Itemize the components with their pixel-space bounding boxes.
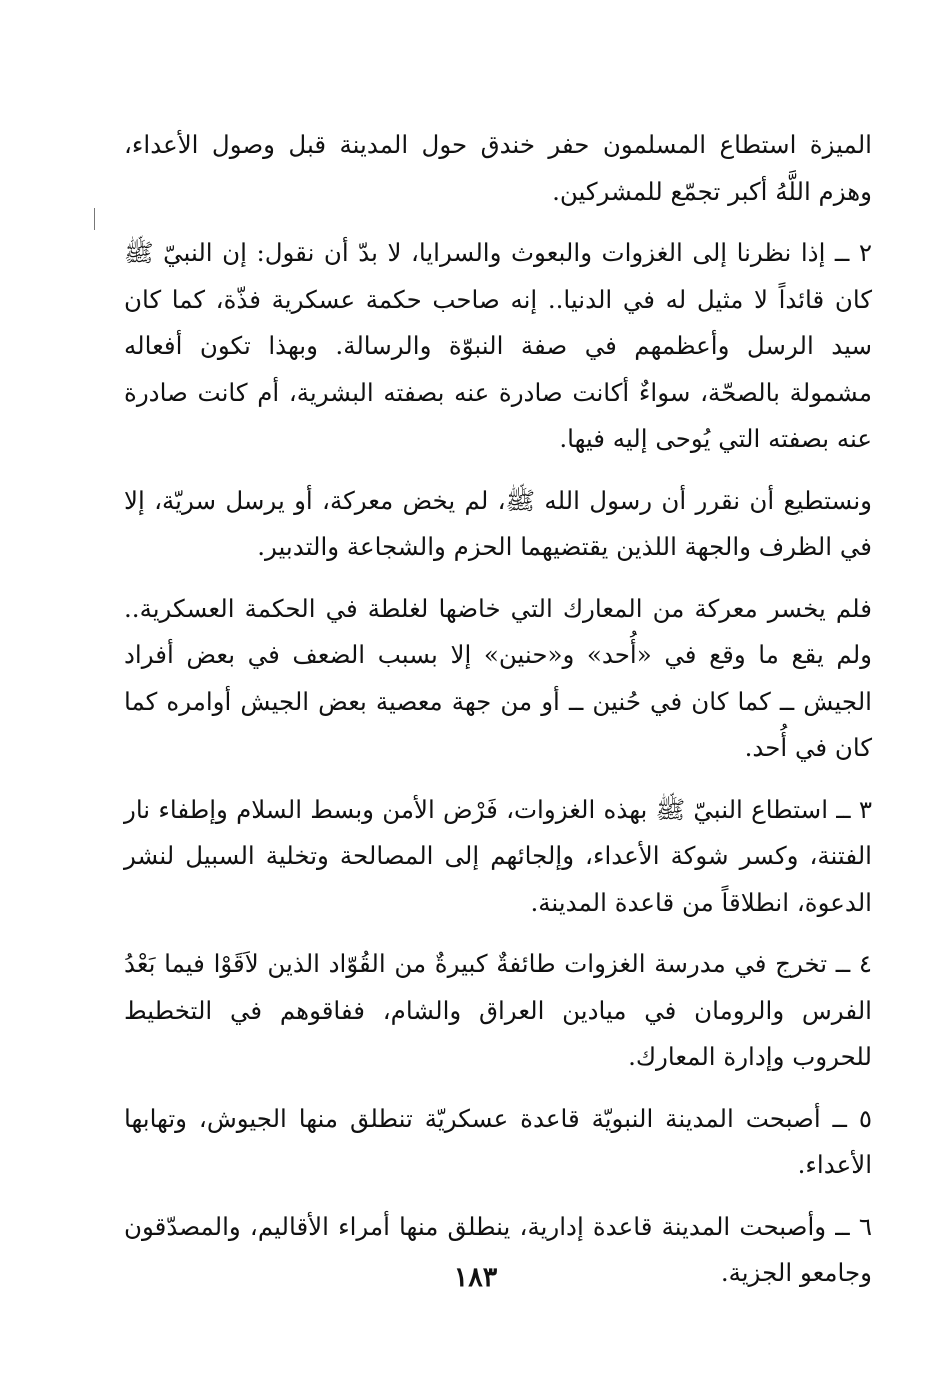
paragraph-point-3: ٣ ــ استطاع النبيّ ﷺ بهذه الغزوات، فَرْض الأمن وبسط السلام وإطفاء نار الفتنة، وكسر شوكة الأعداء، وإلجائهم إلى المصالحة وتخلية السبيل لنشر الدعوة، انطلاقاً من قاعدة المدينة. — [124, 794, 872, 917]
paragraph-no-lost-battle: فلم يخسر معركة من المعارك التي خاضها لغلطة في الحكمة العسكرية.. ولم يقع ما وقع في «أُحد» و«حنين» إلا بسبب الضعف في بعض أفراد الجيش ــ كما كان في حُنين ــ أو من جهة معصية بعض الجيش أوامره كما كان في أُحد. — [124, 593, 872, 762]
paragraph-point-5: ٥ ــ أصبحت المدينة النبويّة قاعدة عسكريّة تنطلق منها الجيوش، وتهابها الأعداء. — [124, 1103, 872, 1179]
paragraph-trench-continuation: الميزة استطاع المسلمون حفر خندق حول المدينة قبل وصول الأعداء، وهزم اللَّهُ أكبر تجمّع للمشركين. — [124, 130, 872, 206]
paragraph-decisions: ونستطيع أن نقرر أن رسول الله ﷺ، لم يخض معركة، أو يرسل سريّة، إلا في الظرف والجهة اللذين يقتضيهما الحزم والشجاعة والتدبير. — [124, 485, 872, 561]
page-number: ١٨٣ — [453, 1262, 498, 1293]
paragraph-point-2: ٢ ــ إذا نظرنا إلى الغزوات والبعوث والسرايا، لا بدّ أن نقول: إن النبيّ ﷺ كان قائداً لا مثيل له في الدنيا.. إنه صاحب حكمة عسكرية فذّة، كما كان سيد الرسل وأعظمهم في صفة النبوّة والرسالة. وبهذا تكون أفعاله مشمولة بالصحّة، سواءٌ أكانت صادرة عنه بصفته البشرية، أم كانت صادرة عنه بصفته التي يُوحى إليه فيها. — [124, 238, 872, 453]
paragraph-point-4: ٤ ــ تخرج في مدرسة الغزوات طائفةٌ كبيرةٌ من القُوّاد الذين لاَقَوْا فيما بَعْدُ الفرس والرومان في ميادين العراق والشام، ففاقوهم في التخطيط للحروب وإدارة المعارك. — [124, 949, 872, 1071]
margin-mark — [94, 208, 95, 230]
paragraph-point-6: ٦ ــ وأصبحت المدينة قاعدة إدارية، ينطلق منها أمراء الأقاليم، والمصدّقون وجامعو الجزية. — [124, 1211, 872, 1287]
body-text — [124, 122, 872, 1297]
